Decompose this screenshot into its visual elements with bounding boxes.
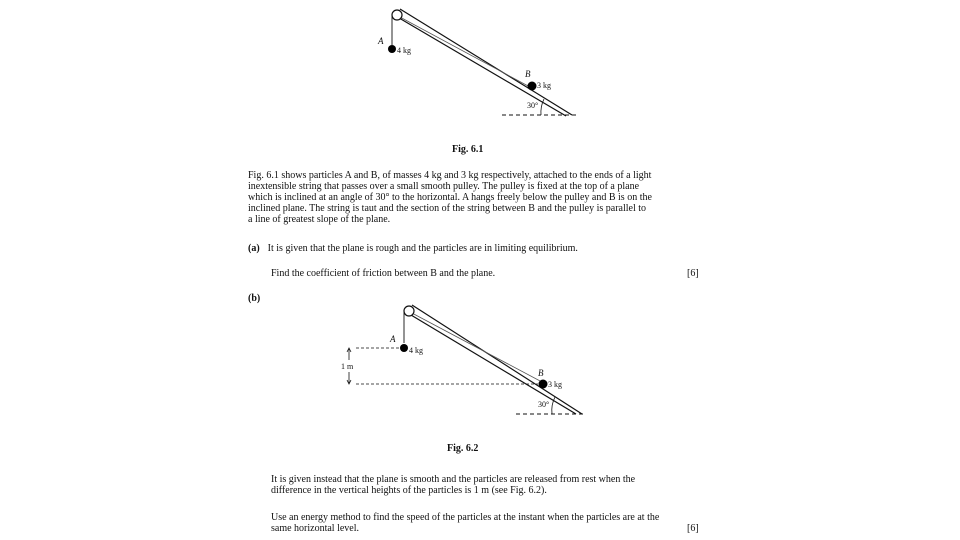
inclined-plane (400, 9, 572, 115)
part-b-question (271, 512, 701, 534)
part-b-line: It is given instead that the plane is smooth and the particles are released from rest when the (271, 474, 636, 485)
part-b-marks: [6] (687, 523, 699, 534)
part-b-line: difference in the vertical heights of the particles is 1 m (see Fig. 6.2). (271, 485, 547, 496)
figure-6-2 (338, 300, 588, 420)
mass-b: 3 kg (548, 380, 562, 389)
pulley (404, 306, 414, 316)
label-a: A (378, 36, 384, 46)
string-incline (410, 312, 542, 382)
particle-b (539, 380, 548, 389)
fig2-caption: Fig. 6.2 (447, 443, 479, 454)
particle-a (388, 45, 396, 53)
intro-line: inclined plane. The string is taut and the section of the string between B and the pulley is parallel to (248, 203, 647, 214)
height-label: 1 m (341, 362, 354, 371)
part-b-statement (271, 474, 701, 496)
pulley (392, 10, 402, 20)
part-a-question: Find the coefficient of friction between B and the plane. (271, 268, 496, 279)
fig1-caption: Fig. 6.1 (452, 144, 484, 155)
angle-label: 30° (527, 101, 539, 110)
intro-line: which is inclined at an angle of 30° to the horizontal. A hangs freely below the pulley and B is on the (248, 192, 652, 203)
particle-b (528, 82, 537, 91)
figure-6-1 (370, 4, 580, 118)
mass-b: 3 kg (537, 81, 551, 90)
part-a-label: (a) (248, 243, 260, 254)
intro-paragraph (248, 170, 708, 225)
inclined-plane-under (394, 15, 566, 116)
part-b-question-line: same horizontal level. (271, 523, 360, 534)
intro-line: Fig. 6.1 shows particles A and B, of masses 4 kg and 3 kg respectively, attached to the ends of a light (248, 170, 652, 181)
part-b-label-block (248, 293, 268, 304)
intro-line: inextensible string that passes over a small smooth pulley. The pulley is fixed at the top of a plane (248, 181, 640, 192)
part-a-statement (248, 243, 708, 254)
part-a-marks: [6] (687, 268, 699, 279)
part-a-text: It is given that the plane is rough and the particles are in limiting equilibrium. (267, 243, 578, 254)
part-b-question-line: Use an energy method to find the speed of the particles at the instant when the particles are at the (271, 512, 660, 523)
string-incline (398, 16, 530, 87)
intro-line: a line of greatest slope of the plane. (248, 214, 391, 225)
label-b: B (538, 368, 544, 378)
mass-a: 4 kg (397, 46, 411, 55)
mass-a: 4 kg (409, 346, 423, 355)
part-b-label: (b) (248, 293, 261, 304)
label-a: A (390, 334, 396, 344)
inclined-plane-under (406, 312, 576, 414)
angle-label: 30° (538, 400, 550, 409)
inclined-plane (412, 305, 582, 414)
label-b: B (525, 69, 531, 79)
particle-a (400, 344, 408, 352)
